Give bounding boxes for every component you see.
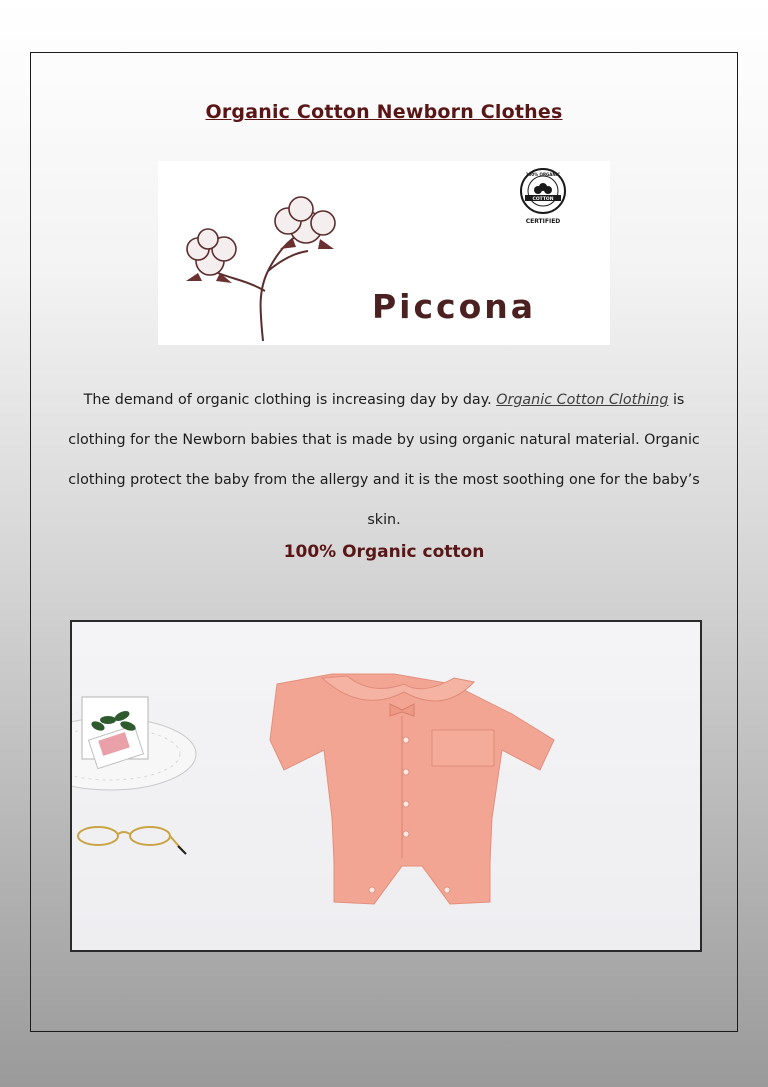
- seal-bottom-text: CERTIFIED: [525, 218, 561, 225]
- intro-paragraph: [66, 380, 702, 540]
- organic-cotton-seal-icon: [508, 167, 578, 227]
- brand-name: Piccona: [372, 287, 537, 326]
- brand-banner: [158, 161, 610, 345]
- seal-top-text: 100% ORGANIC: [525, 172, 561, 177]
- paragraph-intro-text: The demand of organic clothing is increasing day by day.: [83, 392, 497, 408]
- paragraph-rest-text: is clothing for the Newborn babies that is made by using organic natural material. Organic clothing protect the baby from the allergy and it is the most soothing one for the baby’s skin.: [68, 392, 700, 528]
- product-photo: [70, 620, 702, 952]
- document-title: Organic Cotton Newborn Clothes: [205, 101, 563, 123]
- seal-band-text: COTTON: [532, 197, 554, 202]
- cotton-plant-icon: [168, 191, 358, 341]
- romper-photo-illustration: [72, 622, 702, 952]
- organic-cotton-heading: 100% Organic cotton: [283, 542, 485, 562]
- organic-cotton-clothing-link[interactable]: Organic Cotton Clothing: [496, 392, 669, 408]
